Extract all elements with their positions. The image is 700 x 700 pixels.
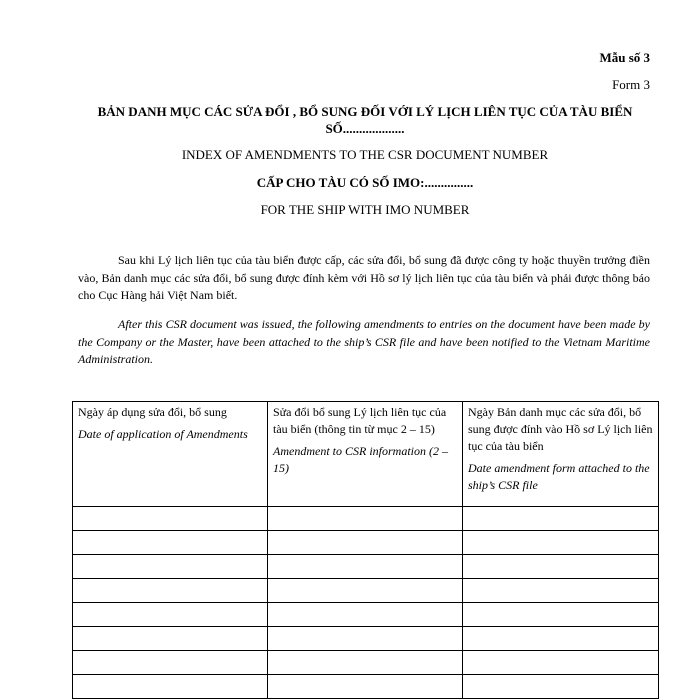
table-row bbox=[73, 555, 659, 579]
imo-line-vn: CẤP CHO TÀU CÓ SỐ IMO:............... bbox=[256, 175, 474, 190]
form-number-en: Form 3 bbox=[612, 77, 650, 92]
table-row bbox=[73, 675, 659, 699]
header-cell-date-of-application bbox=[73, 402, 268, 507]
table-cell[interactable] bbox=[268, 627, 463, 651]
table-cell[interactable] bbox=[463, 507, 659, 531]
table-cell[interactable] bbox=[268, 579, 463, 603]
table-row bbox=[73, 531, 659, 555]
header-label-en: Amendment to CSR information (2 – 15) bbox=[273, 444, 448, 475]
table-row bbox=[73, 651, 659, 675]
table-cell[interactable] bbox=[73, 603, 268, 627]
header-label-en: Date of application of Amendments bbox=[78, 427, 248, 441]
table-cell[interactable] bbox=[268, 555, 463, 579]
header-label-vn: Ngày Bản danh mục các sửa đổi, bổ sung được đính vào Hồ sơ Lý lịch liên tục của tàu biển bbox=[468, 405, 653, 453]
table-cell[interactable] bbox=[268, 507, 463, 531]
table-cell[interactable] bbox=[268, 531, 463, 555]
document-title-en: INDEX OF AMENDMENTS TO THE CSR DOCUMENT NUMBER bbox=[181, 147, 549, 162]
table-cell[interactable] bbox=[463, 579, 659, 603]
imo-line-en: FOR THE SHIP WITH IMO NUMBER bbox=[260, 202, 470, 217]
table-row bbox=[73, 627, 659, 651]
header-cell-date-attached bbox=[463, 402, 659, 507]
table-cell[interactable] bbox=[463, 555, 659, 579]
document-title-vn: BẢN DANH MỤC CÁC SỬA ĐỔI , BỔ SUNG ĐỐI VỚI LÝ LỊCH LIÊN TỤC CỦA TÀU BIỂN SỐ................... bbox=[97, 104, 633, 136]
table-cell[interactable] bbox=[268, 675, 463, 699]
header-label-vn: Sửa đổi bổ sung Lý lịch liên tục của tàu biển (thông tin từ mục 2 – 15) bbox=[273, 405, 447, 436]
intro-paragraph-vn: Sau khi Lý lịch liên tục của tàu biển được cấp, các sửa đổi, bổ sung đã được công ty hoặc thuyền trưởng điền vào, Bản danh mục các sửa đổi, bổ sung được đính kèm với Hồ sơ lý lịch liên tục của tàu biển và phải được thông báo cho Cục Hàng hải Việt Nam biết. bbox=[78, 253, 650, 302]
table-cell[interactable] bbox=[73, 675, 268, 699]
header-label-en: Date amendment form attached to the ship’s CSR file bbox=[468, 461, 650, 492]
form-number-vn: Mẫu số 3 bbox=[599, 50, 650, 65]
table-cell[interactable] bbox=[463, 531, 659, 555]
table-header-row bbox=[73, 402, 659, 507]
table-cell[interactable] bbox=[268, 651, 463, 675]
intro-paragraph-en: After this CSR document was issued, the following amendments to entries on the document have been made by the Company or the Master, have been attached to the ship’s CSR file and have been notified to the Vietnam Maritime Administration. bbox=[78, 317, 650, 366]
table-cell[interactable] bbox=[73, 507, 268, 531]
amendments-table bbox=[72, 401, 659, 699]
table-cell[interactable] bbox=[73, 555, 268, 579]
table-cell[interactable] bbox=[463, 627, 659, 651]
header-label-vn: Ngày áp dụng sửa đổi, bổ sung bbox=[78, 405, 227, 419]
table-cell[interactable] bbox=[463, 603, 659, 627]
header-cell-amendment-info bbox=[268, 402, 463, 507]
table-cell[interactable] bbox=[73, 651, 268, 675]
table-row bbox=[73, 579, 659, 603]
table-cell[interactable] bbox=[73, 531, 268, 555]
table-cell[interactable] bbox=[463, 651, 659, 675]
table-cell[interactable] bbox=[268, 603, 463, 627]
table-cell[interactable] bbox=[73, 579, 268, 603]
table-cell[interactable] bbox=[463, 675, 659, 699]
table-row bbox=[73, 603, 659, 627]
table-row bbox=[73, 507, 659, 531]
table-cell[interactable] bbox=[73, 627, 268, 651]
